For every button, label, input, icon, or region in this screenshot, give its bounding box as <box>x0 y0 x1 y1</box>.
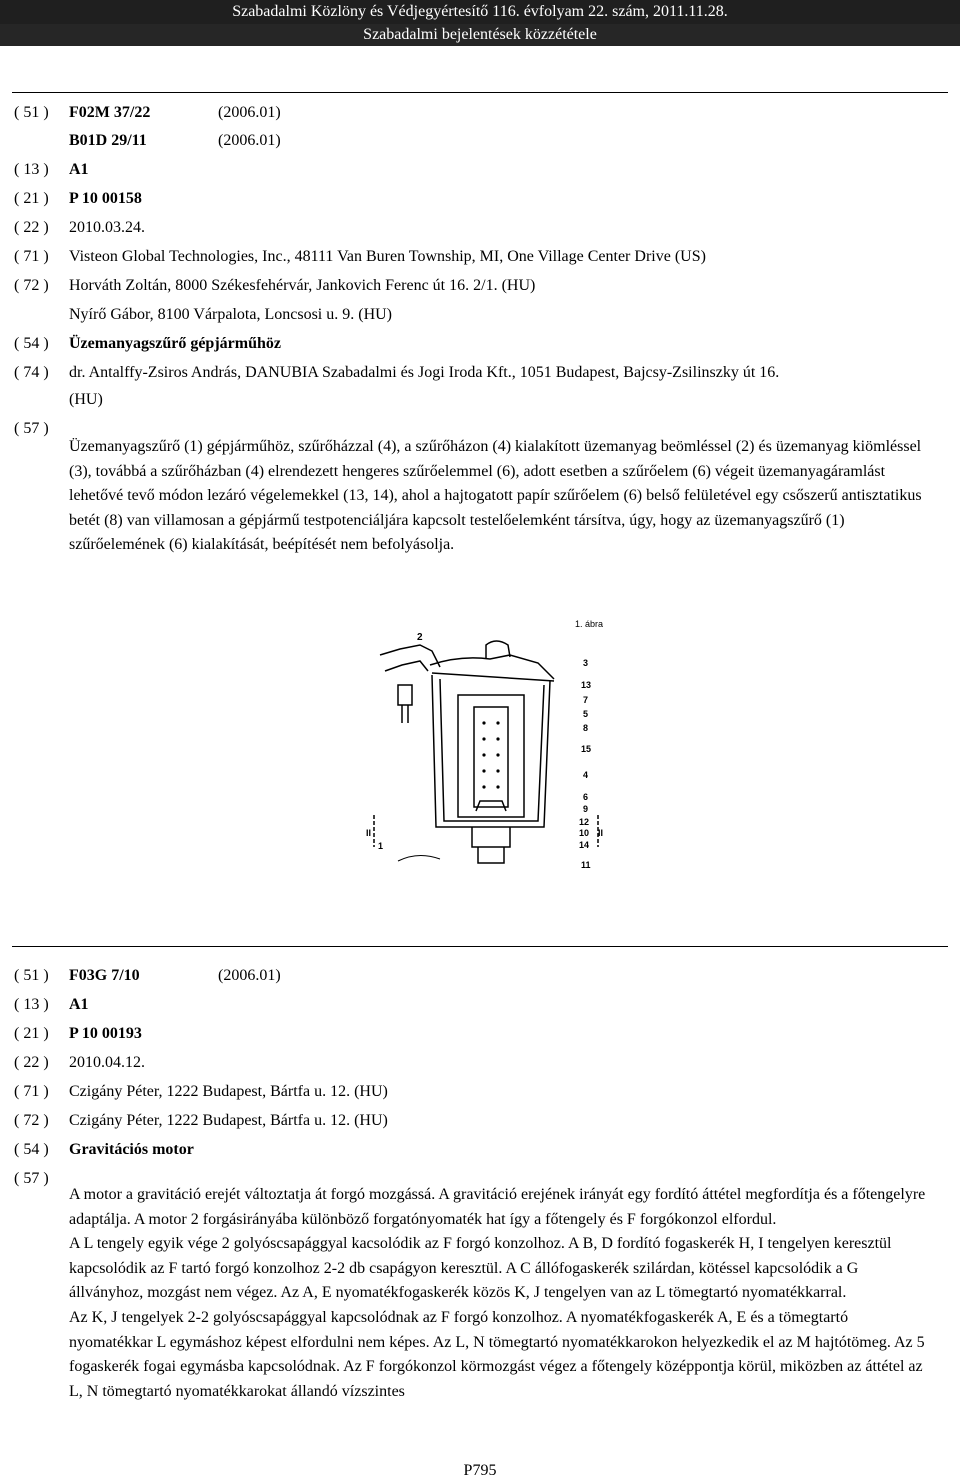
figure-caption: 1. ábra <box>575 619 604 629</box>
invention-title: Gravitációs motor <box>69 1141 194 1158</box>
figure-label: 12 <box>579 817 590 827</box>
filter-perforations <box>482 721 499 788</box>
abstract <box>69 435 929 558</box>
inid-code-72: ( 72 ) <box>14 277 49 294</box>
inid-code-57: ( 57 ) <box>14 420 49 437</box>
inventor: Horváth Zoltán, 8000 Székesfehérvár, Jankovich Ferenc út 16. 2/1. (HU) <box>69 277 536 294</box>
inid-code-54: ( 54 ) <box>14 335 49 352</box>
entry-divider <box>12 946 948 947</box>
application-number: P 10 00158 <box>69 190 142 207</box>
agent: dr. Antalffy-Zsiros András, DANUBIA Szabadalmi és Jogi Iroda Kft., 1051 Budapest, Bajcsy-Zsilinszky út 16. <box>69 364 780 381</box>
inid-code-22: ( 22 ) <box>14 1054 49 1071</box>
figure-reference-labels <box>366 658 603 870</box>
inventor: Nyírő Gábor, 8100 Várpalota, Loncsosi u. 9. (HU) <box>69 306 392 323</box>
agent-country: (HU) <box>69 391 103 408</box>
inid-code-74: ( 74 ) <box>14 364 49 381</box>
abstract-paragraph: Az K, J tengelyek 2-2 golyóscsapággyal kapcsolódnak az F forgó konzolhoz. A nyomatékfogaskerék A, E és a tömegtartó nyomatékkar L egymáshoz képest elfordulni nem képes. Az L, N tömegtartó nyomatékkarokon helyezkedik el az M hajtótömeg. Az 5 fogaskerék fogai egymásba kapcsolódnak. Az F forgókonzol körmozgást végez a főtengely középpontja körül, miközben az áttétel az L, N tömegtartó nyomatékkarokat állandó vízszintes <box>69 1308 925 1400</box>
kind-code: A1 <box>69 161 89 178</box>
inventor: Czigány Péter, 1222 Budapest, Bártfa u. 12. (HU) <box>69 1112 388 1129</box>
inid-code-51: ( 51 ) <box>14 967 49 984</box>
figure-label: 1 <box>378 841 384 851</box>
section-header: Szabadalmi bejelentések közzététele <box>0 24 960 46</box>
figure-label: 5 <box>583 709 589 719</box>
section-mark-left: II <box>366 828 372 838</box>
figure-label: 4 <box>583 770 589 780</box>
inid-code-71: ( 71 ) <box>14 248 49 265</box>
inid-code-22: ( 22 ) <box>14 219 49 236</box>
figure-label: 7 <box>583 695 589 705</box>
ipc-class: F02M 37/22 <box>69 104 151 121</box>
applicant: Czigány Péter, 1222 Budapest, Bártfa u. 12. (HU) <box>69 1083 388 1100</box>
inid-code-51: ( 51 ) <box>14 104 49 121</box>
section-mark-right: II <box>598 828 604 838</box>
inid-code-13: ( 13 ) <box>14 161 49 178</box>
ipc-class: B01D 29/11 <box>69 132 147 149</box>
inid-code-13: ( 13 ) <box>14 996 49 1013</box>
figure-label: 8 <box>583 723 589 733</box>
figure-label: 9 <box>583 804 589 814</box>
figure-label: 11 <box>581 860 591 870</box>
inid-code-21: ( 21 ) <box>14 1025 49 1042</box>
ipc-version: (2006.01) <box>218 967 281 984</box>
figure-label: 15 <box>581 744 592 754</box>
figure-label: 14 <box>579 840 590 850</box>
filing-date: 2010.04.12. <box>69 1054 145 1071</box>
ipc-version: (2006.01) <box>218 132 281 149</box>
inid-code-71: ( 71 ) <box>14 1083 49 1100</box>
abstract <box>69 1183 929 1404</box>
applicant: Visteon Global Technologies, Inc., 48111 Van Buren Township, MI, One Village Center Drive (US) <box>69 248 706 265</box>
figure-label: 3 <box>583 658 589 668</box>
filing-date: 2010.03.24. <box>69 219 145 236</box>
abstract-text: Üzemanyagszűrő (1) gépjárműhöz, szűrőházzal (4), a szűrőházon (4) kialakított üzemanyag beömléssel (2) és üzemanyag kiömléssel (3), továbbá a szűrőházban (4) elrendezett hengeres szűrőelemmel (6), adott esetben a szűrőelem (6) végeit üzemanyagáramlást lehetővé tevő módon lezáró végelemekkel (13, 14), ahol a hajtogatott papír szűrőelem (6) belső felületével egy csőszerű antisztatikus betét (8) van villamosan a gépjármű testpotenciáljára kapcsolt testelőelemként társítva, úgy, hogy az üzemanyagszűrő (1) szűrőelemének (6) kialakítását, beépítését nem befolyásolja. <box>69 438 922 554</box>
inid-code-21: ( 21 ) <box>14 190 49 207</box>
ipc-class: F03G 7/10 <box>69 967 140 984</box>
page-number: P795 <box>463 1462 497 1479</box>
figure-label: 6 <box>583 792 589 802</box>
fuel-filter-figure <box>360 615 620 880</box>
ipc-version: (2006.01) <box>218 104 281 121</box>
application-number: P 10 00193 <box>69 1025 142 1042</box>
kind-code: A1 <box>69 996 89 1013</box>
figure-label: 13 <box>581 680 592 690</box>
invention-title: Üzemanyagszűrő gépjárműhöz <box>69 335 281 352</box>
inid-code-72: ( 72 ) <box>14 1112 49 1129</box>
filter-housing-drawing <box>374 641 598 863</box>
abstract-paragraph: A L tengely egyik vége 2 golyóscsapággyal kacsolódik az F forgó konzolhoz. A B, D fordító fogaskerék H, I tengelyen keresztül kapcsolódik az F tartó forgó konzolhoz 2-2 db csapágyon keresztül. A C állófogaskerék szilárdan, kötéssel kapcsolódik a G állványhoz, mozgást nem végez. Az A, E nyomatékfogaskerék közös K, J tengelyen van az L tömegtartó nyomatékkarral. <box>69 1235 892 1302</box>
journal-header: Szabadalmi Közlöny és Védjegyértesítő 116. évfolyam 22. szám, 2011.11.28. <box>0 0 960 24</box>
top-divider <box>12 92 948 93</box>
inid-code-57: ( 57 ) <box>14 1170 49 1187</box>
figure-label-inlet: 2 <box>417 632 423 643</box>
inid-code-54: ( 54 ) <box>14 1141 49 1158</box>
abstract-paragraph: A motor a gravitáció erejét változtatja át forgó mozgássá. A gravitáció erejének irányát egy fordító áttétel megfordítja és a főtengelyre adaptálja. A motor 2 forgásirányába különböző forgatónyomaték hat így a főtengely és F forgókonzol elfordul. <box>69 1186 926 1228</box>
figure-label: 10 <box>579 828 590 838</box>
